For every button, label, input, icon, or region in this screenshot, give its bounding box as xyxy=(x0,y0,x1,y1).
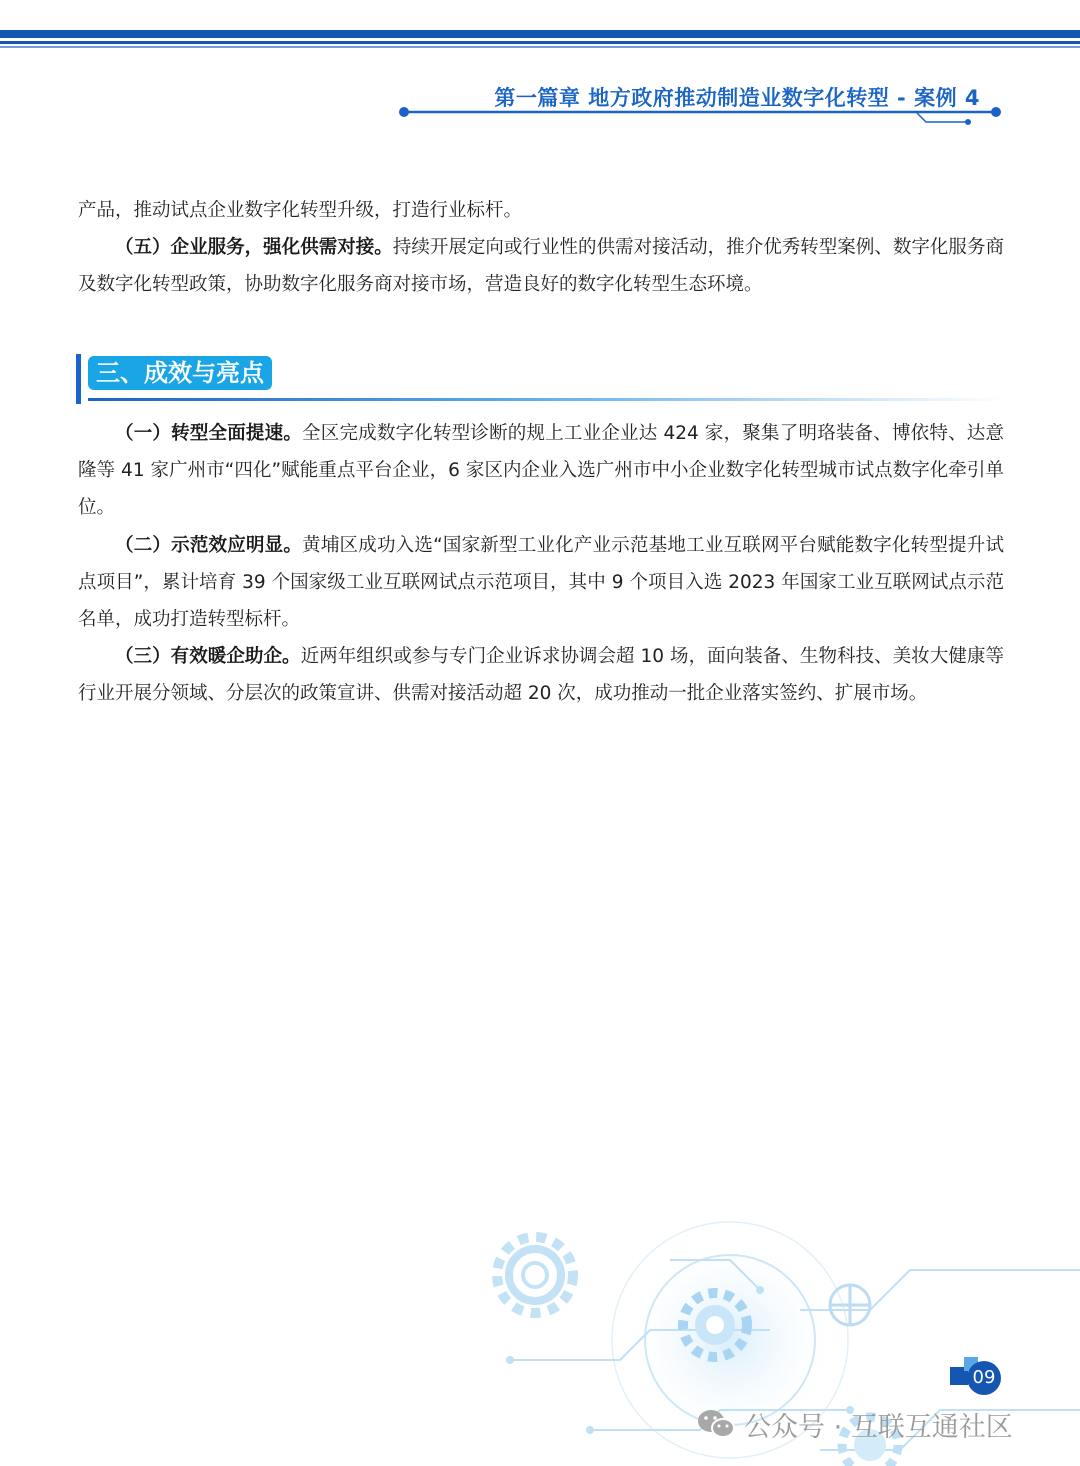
gear-icon xyxy=(830,1285,870,1325)
paragraph-intro xyxy=(78,192,1004,229)
paragraph-demonstration-effect xyxy=(78,527,1004,638)
paragraph-text: 全区完成数字化转型诊断的规上工业企业达 424 家，聚集了明珞装备、博依特、达意隆等 41 家广州市“四化”赋能重点平台企业，6 家区内企业入选广州市中小企业数字化转型城市试点数字化牵引单位。 xyxy=(78,423,1004,518)
paragraph-text: 产品，推动试点企业数字化转型升级，打造行业标杆。 xyxy=(78,200,523,221)
watermark-text: 公众号 · 互联互通社区 xyxy=(744,1411,1013,1443)
paragraph-enterprise-service xyxy=(78,229,1004,303)
paragraph-enterprise-support xyxy=(78,638,1004,712)
section-heading xyxy=(76,352,1006,406)
paragraph-lead: （一）转型全面提速。 xyxy=(115,423,303,444)
paragraph-transformation-speed xyxy=(78,415,1004,526)
gear-icon xyxy=(497,1237,573,1313)
section-accent-bar xyxy=(76,354,81,404)
watermark xyxy=(696,1404,1013,1444)
chapter-title: 第一篇章 地方政府推动制造业数字化转型 - 案例 4 xyxy=(494,86,980,110)
header-rule xyxy=(396,102,1006,132)
top-color-band xyxy=(0,30,1080,52)
page-number: 09 xyxy=(967,1361,1001,1395)
section-underline xyxy=(88,398,1006,401)
paragraph-text: 近两年组织或参与专门企业诉求协调会超 10 场，面向装备、生物科技、美妆大健康等行业开展分领域、分层次的政策宣讲、供需对接活动超 20 次，成功推动一批企业落实签约、扩展市场。 xyxy=(78,646,1004,704)
paragraph-lead: （三）有效暖企助企。 xyxy=(115,646,301,667)
section-title: 三、成效与亮点 xyxy=(88,356,272,390)
paragraph-lead: （五）企业服务，强化供需对接。 xyxy=(115,237,393,258)
paragraph-text: 黄埔区成功入选“国家新型工业化产业示范基地工业互联网平台赋能数字化转型提升试点项目”，累计培育 39 个国家级工业互联网试点示范项目，其中 9 个项目入选 2023 年国家工业互联网试点示范名单，成功打造转型标杆。 xyxy=(78,535,1004,630)
page-number-badge xyxy=(950,1355,1010,1405)
paragraph-text: 持续开展定向或行业性的供需对接活动，推介优秀转型案例、数字化服务商及数字化转型政策，协助数字化服务商对接市场，营造良好的数字化转型生态环境。 xyxy=(78,237,1004,295)
paragraph-lead: （二）示范效应明显。 xyxy=(115,535,303,556)
wechat-icon xyxy=(696,1407,736,1441)
